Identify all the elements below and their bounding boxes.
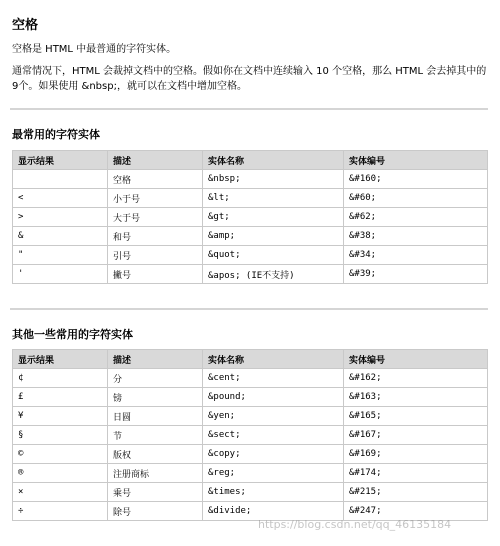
cell-description: 分 — [108, 369, 203, 388]
cell-entity-number: &#162; — [344, 369, 488, 388]
cell-entity-number: &#60; — [344, 189, 488, 208]
divider — [10, 108, 488, 110]
cell-entity-name: &apos; (IE不支持) — [203, 265, 344, 284]
cell-display: ¥ — [13, 407, 108, 426]
cell-entity-name: &nbsp; — [203, 170, 344, 189]
table-row — [13, 388, 488, 407]
detail-paragraph: 通常情况下，HTML 会裁掉文档中的空格。假如你在文档中连续输入 10 个空格，那么 HTML 会去掉其中的9个。如果使用 &nbsp;，就可以在文档中增加空格。 — [12, 66, 487, 92]
cell-entity-name: &quot; — [203, 246, 344, 265]
cell-display — [13, 170, 108, 189]
cell-entity-name: &yen; — [203, 407, 344, 426]
intro-paragraph: 空格是 HTML 中最普通的字符实体。 — [12, 44, 177, 55]
table-row — [13, 246, 488, 265]
table1-title: 最常用的字符实体 — [12, 128, 100, 141]
cell-entity-name: &cent; — [203, 369, 344, 388]
section-title-space: 空格 — [12, 18, 39, 33]
table-row — [13, 407, 488, 426]
table-row — [13, 170, 488, 189]
cell-entity-name: &pound; — [203, 388, 344, 407]
cell-entity-name: &times; — [203, 483, 344, 502]
header-entity-number: 实体编号 — [344, 350, 488, 369]
cell-entity-number: &#169; — [344, 445, 488, 464]
header-entity-name: 实体名称 — [203, 350, 344, 369]
cell-entity-number: &#39; — [344, 265, 488, 284]
cell-description: 注册商标 — [108, 464, 203, 483]
table-row — [13, 445, 488, 464]
cell-entity-number: &#165; — [344, 407, 488, 426]
table-header-row — [13, 151, 488, 170]
cell-display: " — [13, 246, 108, 265]
cell-description: 撇号 — [108, 265, 203, 284]
cell-description: 日圆 — [108, 407, 203, 426]
cell-entity-number: &#247; — [344, 502, 488, 521]
table-row — [13, 426, 488, 445]
cell-entity-number: &#38; — [344, 227, 488, 246]
cell-display: & — [13, 227, 108, 246]
cell-entity-number: &#62; — [344, 208, 488, 227]
cell-display: ® — [13, 464, 108, 483]
cell-description: 大于号 — [108, 208, 203, 227]
cell-description: 和号 — [108, 227, 203, 246]
cell-description: 空格 — [108, 170, 203, 189]
cell-entity-number: &#174; — [344, 464, 488, 483]
table-row — [13, 227, 488, 246]
cell-entity-number: &#215; — [344, 483, 488, 502]
cell-entity-name: &copy; — [203, 445, 344, 464]
header-description: 描述 — [108, 151, 203, 170]
table-row — [13, 483, 488, 502]
header-entity-name: 实体名称 — [203, 151, 344, 170]
table-row — [13, 189, 488, 208]
cell-display: ÷ — [13, 502, 108, 521]
cell-description: 小于号 — [108, 189, 203, 208]
cell-entity-name: &reg; — [203, 464, 344, 483]
table-row — [13, 369, 488, 388]
cell-entity-name: &lt; — [203, 189, 344, 208]
cell-display: § — [13, 426, 108, 445]
cell-description: 镑 — [108, 388, 203, 407]
header-description: 描述 — [108, 350, 203, 369]
cell-display: < — [13, 189, 108, 208]
table-header-row — [13, 350, 488, 369]
cell-entity-number: &#167; — [344, 426, 488, 445]
cell-entity-number: &#163; — [344, 388, 488, 407]
cell-description: 版权 — [108, 445, 203, 464]
cell-entity-name: &sect; — [203, 426, 344, 445]
cell-description: 节 — [108, 426, 203, 445]
watermark: https://blog.csdn.net/qq_46135184 — [258, 518, 452, 531]
header-entity-number: 实体编号 — [344, 151, 488, 170]
other-entities-table — [12, 349, 488, 521]
cell-entity-name: &divide; — [203, 502, 344, 521]
cell-display: × — [13, 483, 108, 502]
table2-title: 其他一些常用的字符实体 — [12, 328, 133, 341]
header-display: 显示结果 — [13, 350, 108, 369]
cell-entity-name: &amp; — [203, 227, 344, 246]
table-row — [13, 265, 488, 284]
cell-entity-number: &#34; — [344, 246, 488, 265]
cell-display: ' — [13, 265, 108, 284]
cell-display: £ — [13, 388, 108, 407]
common-entities-table — [12, 150, 488, 284]
cell-display: ¢ — [13, 369, 108, 388]
header-display: 显示结果 — [13, 151, 108, 170]
table-row — [13, 208, 488, 227]
cell-display: © — [13, 445, 108, 464]
table-row — [13, 464, 488, 483]
cell-entity-number: &#160; — [344, 170, 488, 189]
cell-entity-name: &gt; — [203, 208, 344, 227]
divider — [10, 308, 488, 310]
cell-description: 除号 — [108, 502, 203, 521]
cell-description: 引号 — [108, 246, 203, 265]
cell-display: > — [13, 208, 108, 227]
cell-description: 乘号 — [108, 483, 203, 502]
